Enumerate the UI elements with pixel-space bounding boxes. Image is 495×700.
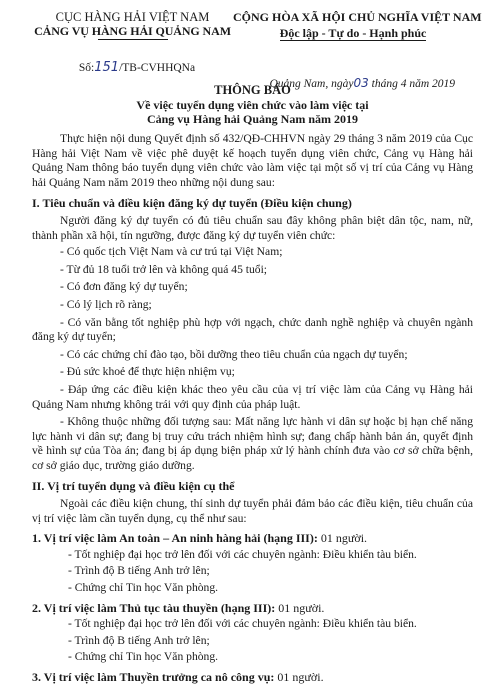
document-title: THÔNG BÁO bbox=[214, 83, 291, 97]
section-1-intro: Người đăng ký dự tuyển có đủ tiêu chuẩn sau đây không phân biệt dân tộc, nam, nữ, thành phần xã hội, tín ngưỡng, được đăng ký dự tuyển viên chức: bbox=[32, 213, 473, 242]
document-subtitle-line-1: Về việc tuyển dụng viên chức vào làm việc tại bbox=[136, 98, 369, 112]
condition-item: - Có các chứng chỉ đào tạo, bồi dưỡng theo tiêu chuẩn của ngạch dự tuyển; bbox=[60, 347, 408, 361]
document-header bbox=[32, 10, 482, 42]
position-2-count: 01 người. bbox=[275, 600, 325, 615]
document-number-handwritten: 151 bbox=[94, 60, 120, 75]
document-subtitle-line-2: Cảng vụ Hàng hải Quảng Nam năm 2019 bbox=[146, 112, 359, 126]
condition-item: - Có quốc tịch Việt Nam và cư trú tại Việt Nam; bbox=[60, 245, 283, 259]
place-and-date bbox=[269, 76, 455, 90]
position-1-count: 01 người. bbox=[317, 531, 368, 546]
document-number bbox=[32, 60, 242, 75]
agency-underline bbox=[98, 39, 168, 40]
national-title-block bbox=[233, 10, 482, 42]
position-1-heading bbox=[32, 531, 473, 546]
issuing-agency-block bbox=[32, 10, 233, 40]
condition-item: - Không thuộc những đối tượng sau: Mất năng lực hành vi dân sự hoặc bị hạn chế năng lực hành vi dân sự; đang bị truy cứu trách nhiệm hình sự; đang chấp hành bản án, quyết định về hình sự của Tòa án; đang bị áp dụng biện pháp xử lý hành chính đưa vào cơ sở chữa bệnh, cơ sở giáo dục, trường giáo dưỡng. bbox=[32, 415, 473, 472]
document-number-prefix: Số: bbox=[78, 62, 95, 74]
parent-agency-name: CỤC HÀNG HẢI VIỆT NAM bbox=[55, 10, 210, 24]
position-2-label: 2. Vị trí việc làm Thủ tục tàu thuyền (hạng III): bbox=[32, 600, 276, 615]
condition-item: - Từ đủ 18 tuổi trở lên và không quá 45 tuổi; bbox=[60, 262, 268, 276]
position-1-label: 1. Vị trí việc làm An toàn – An ninh hàng hải (hạng III): bbox=[32, 531, 318, 546]
place-date-before: Quảng Nam, ngày bbox=[269, 78, 354, 90]
section-1-heading: I. Tiêu chuẩn và điều kiện đăng ký dự tuyển (Điều kiện chung) bbox=[32, 196, 352, 211]
place-date-handwritten-day: 03 bbox=[353, 76, 369, 90]
position-1-requirement: - Tốt nghiệp đại học trở lên đối với các chuyên ngành: Điều khiển tàu biển. bbox=[68, 547, 417, 561]
condition-item: - Có đơn đăng ký dự tuyển; bbox=[60, 280, 188, 294]
position-1-requirement: - Chứng chỉ Tin học Văn phòng. bbox=[68, 581, 219, 595]
national-motto: Độc lập - Tự do - Hạnh phúc bbox=[279, 26, 427, 40]
position-3-count: 01 người. bbox=[274, 670, 324, 684]
position-1-requirement: - Trình độ B tiếng Anh trở lên; bbox=[68, 564, 210, 578]
issuing-agency-name: CẢNG VỤ HÀNG HẢI QUẢNG NAM bbox=[34, 24, 231, 38]
position-2-requirement: - Chứng chỉ Tin học Văn phòng. bbox=[68, 650, 219, 664]
position-2-heading bbox=[32, 601, 473, 616]
condition-item: - Đáp ứng các điều kiện khác theo yêu cầu của vị trí việc làm của Cảng vụ Hàng hải Quảng Nam nhưng không trái với quy định của pháp luật. bbox=[32, 382, 473, 411]
condition-item: - Có văn bằng tốt nghiệp phù hợp với ngạch, chức danh nghề nghiệp và chuyên ngành đăng ký dự tuyển; bbox=[32, 315, 473, 344]
position-2-requirement: - Trình độ B tiếng Anh trở lên; bbox=[68, 633, 210, 647]
condition-item: - Có lý lịch rõ ràng; bbox=[60, 297, 152, 311]
national-title: CỘNG HÒA XÃ HỘI CHỦ NGHĨA VIỆT NAM bbox=[233, 10, 482, 24]
position-3-label: 3. Vị trí việc làm Thuyền trưởng ca nô công vụ: bbox=[32, 670, 275, 684]
document-body bbox=[32, 132, 473, 685]
position-3-heading bbox=[32, 670, 473, 685]
position-2-requirement: - Tốt nghiệp đại học trở lên đối với các chuyên ngành: Điều khiển tàu biển. bbox=[68, 617, 417, 631]
section-2-heading: II. Vị trí tuyển dụng và điều kiện cụ thể bbox=[32, 479, 235, 494]
place-date-after: tháng 4 năm 2019 bbox=[371, 78, 455, 90]
document-number-suffix: /TB-CVHHQNa bbox=[119, 62, 196, 74]
intro-paragraph: Thực hiện nội dung Quyết định số 432/QĐ-CHHVN ngày 29 tháng 3 năm 2019 của Cục Hàng hải Việt Nam về việc phê duyệt kế hoạch tuyển dụng viên chức, Cảng vụ Hàng hải Quảng Nam thông báo tuyển dụng viên chức vào làm việc tại một số vị trí của Cảng vụ Hàng hải Quảng Nam năm 2019 theo những nội dung sau: bbox=[32, 132, 473, 189]
condition-item: - Đủ sức khoẻ để thực hiện nhiệm vụ; bbox=[60, 365, 235, 379]
section-2-intro: Ngoài các điều kiện chung, thí sinh dự tuyển phải đảm bảo các điều kiện, tiêu chuẩn của vị trí việc làm cần tuyển dụng, cụ thể như sau: bbox=[32, 497, 473, 525]
